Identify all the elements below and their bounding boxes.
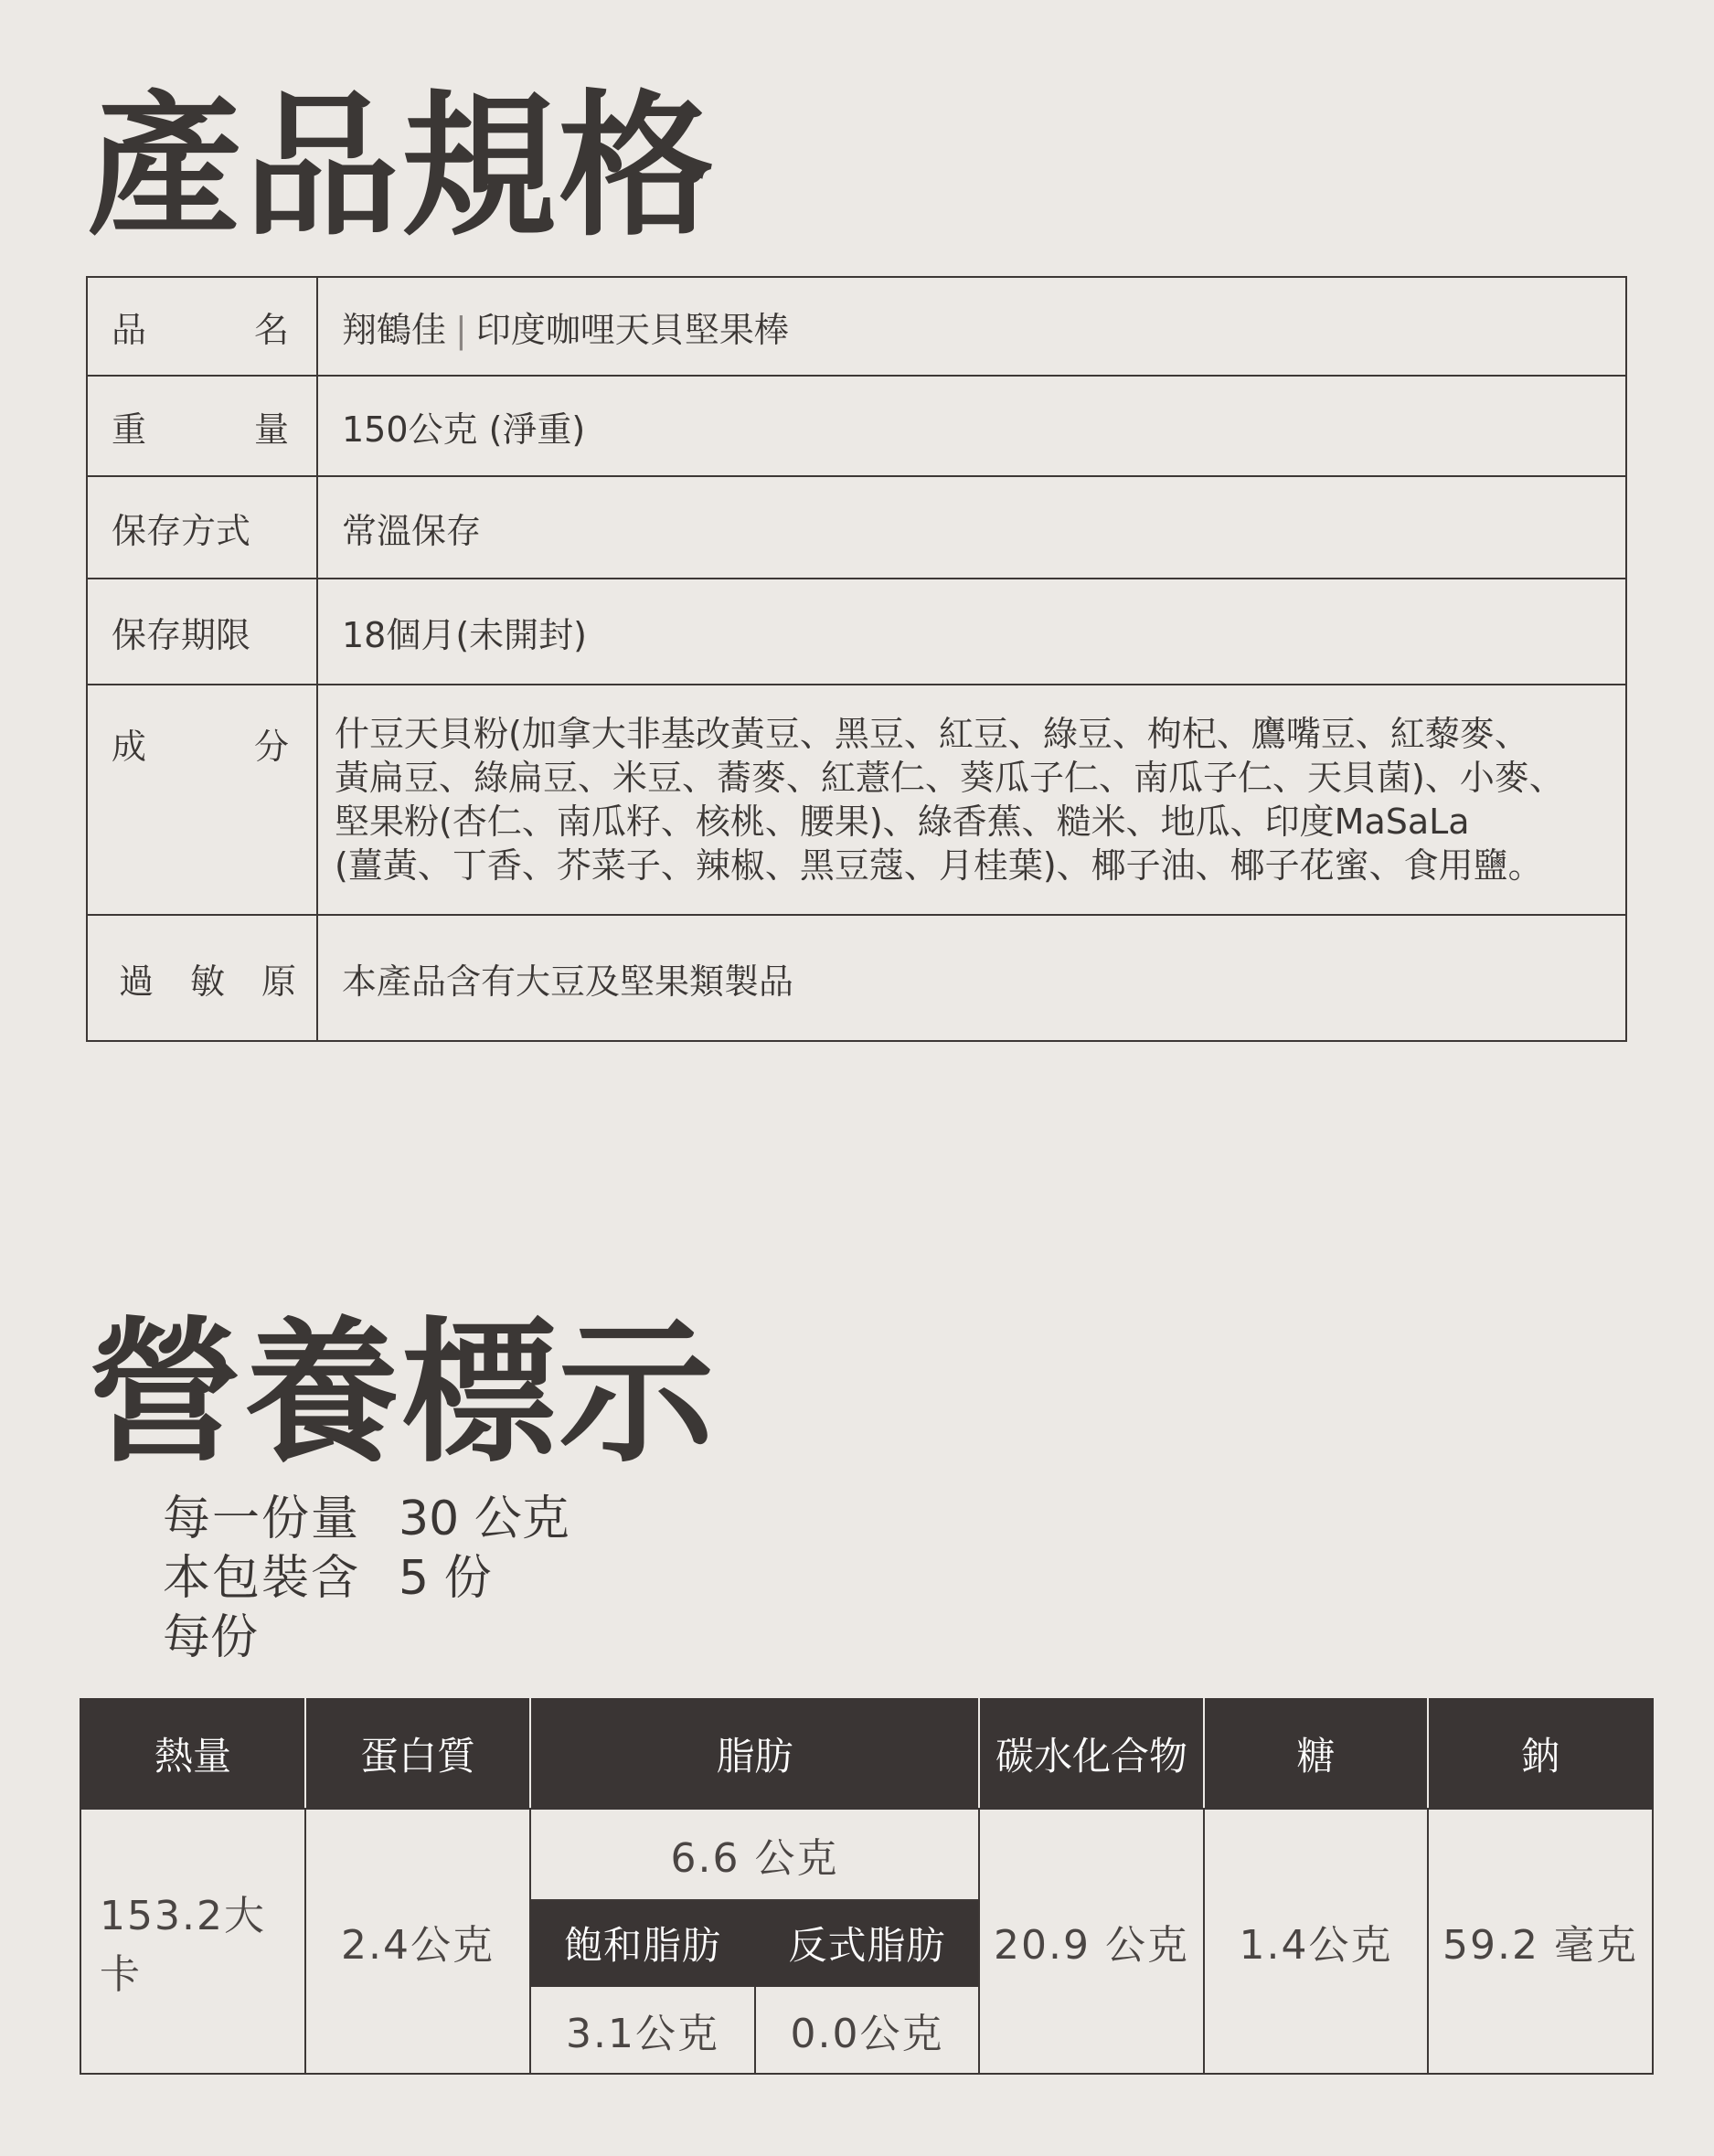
spec-row-name xyxy=(87,277,1626,376)
header-calories: 熱量 xyxy=(80,1699,305,1809)
ingredient-line: 什豆天貝粉(加拿大非基改黃豆、黑豆、紅豆、綠豆、枸杞、鷹嘴豆、紅藜麥、 xyxy=(335,714,1529,754)
spec-label-weight xyxy=(87,376,317,476)
nutrition-heading: 營養標示 xyxy=(87,1303,717,1484)
product-name: 印度咖哩天貝堅果棒 xyxy=(475,309,789,350)
ingredient-line: 堅果粉(杏仁、南瓜籽、核桃、腰果)、綠香蕉、糙米、地瓜、印度MaSaLa xyxy=(335,802,1470,842)
spec-row-allergen xyxy=(87,915,1626,1041)
brand-separator: | xyxy=(455,309,467,350)
spec-value-storage: 常溫保存 xyxy=(317,476,1626,579)
spec-row-storage xyxy=(87,476,1626,579)
value-carbohydrate: 20.9 公克 xyxy=(979,1809,1204,2074)
spec-row-ingredients xyxy=(87,685,1626,915)
serving-size-label: 每一份量 xyxy=(163,1492,361,1546)
spec-row-weight xyxy=(87,376,1626,476)
label-part: 名 xyxy=(253,309,289,350)
value-trans-fat: 0.0公克 xyxy=(755,1986,979,2074)
value-fat-total: 6.6 公克 xyxy=(530,1809,979,1900)
nutrition-row-1 xyxy=(80,1809,1653,1900)
label-part: 敏 xyxy=(189,961,225,1002)
per-serving-label: 每份 xyxy=(163,1610,259,1665)
servings-label: 本包裝含 xyxy=(163,1551,361,1606)
label-part: 成 xyxy=(112,727,147,767)
label-part: 分 xyxy=(253,727,289,767)
label-part: 原 xyxy=(261,961,296,1002)
serving-size-row xyxy=(163,1490,570,1549)
brand-name: 翔鶴佳 xyxy=(342,309,447,350)
serving-size-value: 30 公克 xyxy=(399,1492,570,1546)
spec-value-shelf-life: 18個月(未開封) xyxy=(317,579,1626,685)
spec-label-ingredients xyxy=(87,685,317,915)
nutrition-table xyxy=(80,1698,1654,2075)
servings-row xyxy=(163,1549,570,1609)
spec-table xyxy=(86,276,1627,1042)
ingredient-line: (薑黃、丁香、芥菜子、辣椒、黑豆蔻、月桂葉)、椰子油、椰子花蜜、食用鹽。 xyxy=(335,845,1543,886)
header-fat: 脂肪 xyxy=(530,1699,979,1809)
spec-value-weight: 150公克 (淨重) xyxy=(317,376,1626,476)
spec-label-storage: 保存方式 xyxy=(87,476,317,579)
label-part: 重 xyxy=(112,409,147,450)
spec-value-ingredients xyxy=(317,685,1626,915)
header-saturated-fat: 飽和脂肪 xyxy=(530,1900,755,1986)
value-saturated-fat: 3.1公克 xyxy=(530,1986,755,2074)
spec-label-shelf-life: 保存期限 xyxy=(87,579,317,685)
value-sugar: 1.4公克 xyxy=(1204,1809,1428,2074)
label-part: 品 xyxy=(112,309,147,350)
spec-heading: 產品規格 xyxy=(87,77,717,258)
header-sugar: 糖 xyxy=(1204,1699,1428,1809)
spec-label-name xyxy=(87,277,317,376)
spec-value-name xyxy=(317,277,1626,376)
nutrition-header-row xyxy=(80,1699,1653,1809)
ingredient-line: 黃扁豆、綠扁豆、米豆、蕎麥、紅薏仁、葵瓜子仁、南瓜子仁、天貝菌)、小麥、 xyxy=(335,758,1564,798)
per-serving-row xyxy=(163,1609,570,1668)
label-part: 量 xyxy=(253,409,289,450)
header-protein: 蛋白質 xyxy=(305,1699,530,1809)
header-carbohydrate: 碳水化合物 xyxy=(979,1699,1204,1809)
header-sodium: 鈉 xyxy=(1428,1699,1653,1809)
spec-label-allergen xyxy=(87,915,317,1041)
serving-info xyxy=(163,1490,570,1668)
value-protein: 2.4公克 xyxy=(305,1809,530,2074)
spec-row-shelf-life xyxy=(87,579,1626,685)
header-trans-fat: 反式脂肪 xyxy=(755,1900,979,1986)
value-calories: 153.2大卡 xyxy=(80,1809,305,2074)
spec-value-allergen: 本產品含有大豆及堅果類製品 xyxy=(317,915,1626,1041)
value-sodium: 59.2 毫克 xyxy=(1428,1809,1653,2074)
label-part: 過 xyxy=(119,961,154,1002)
servings-value: 5 份 xyxy=(399,1551,492,1606)
